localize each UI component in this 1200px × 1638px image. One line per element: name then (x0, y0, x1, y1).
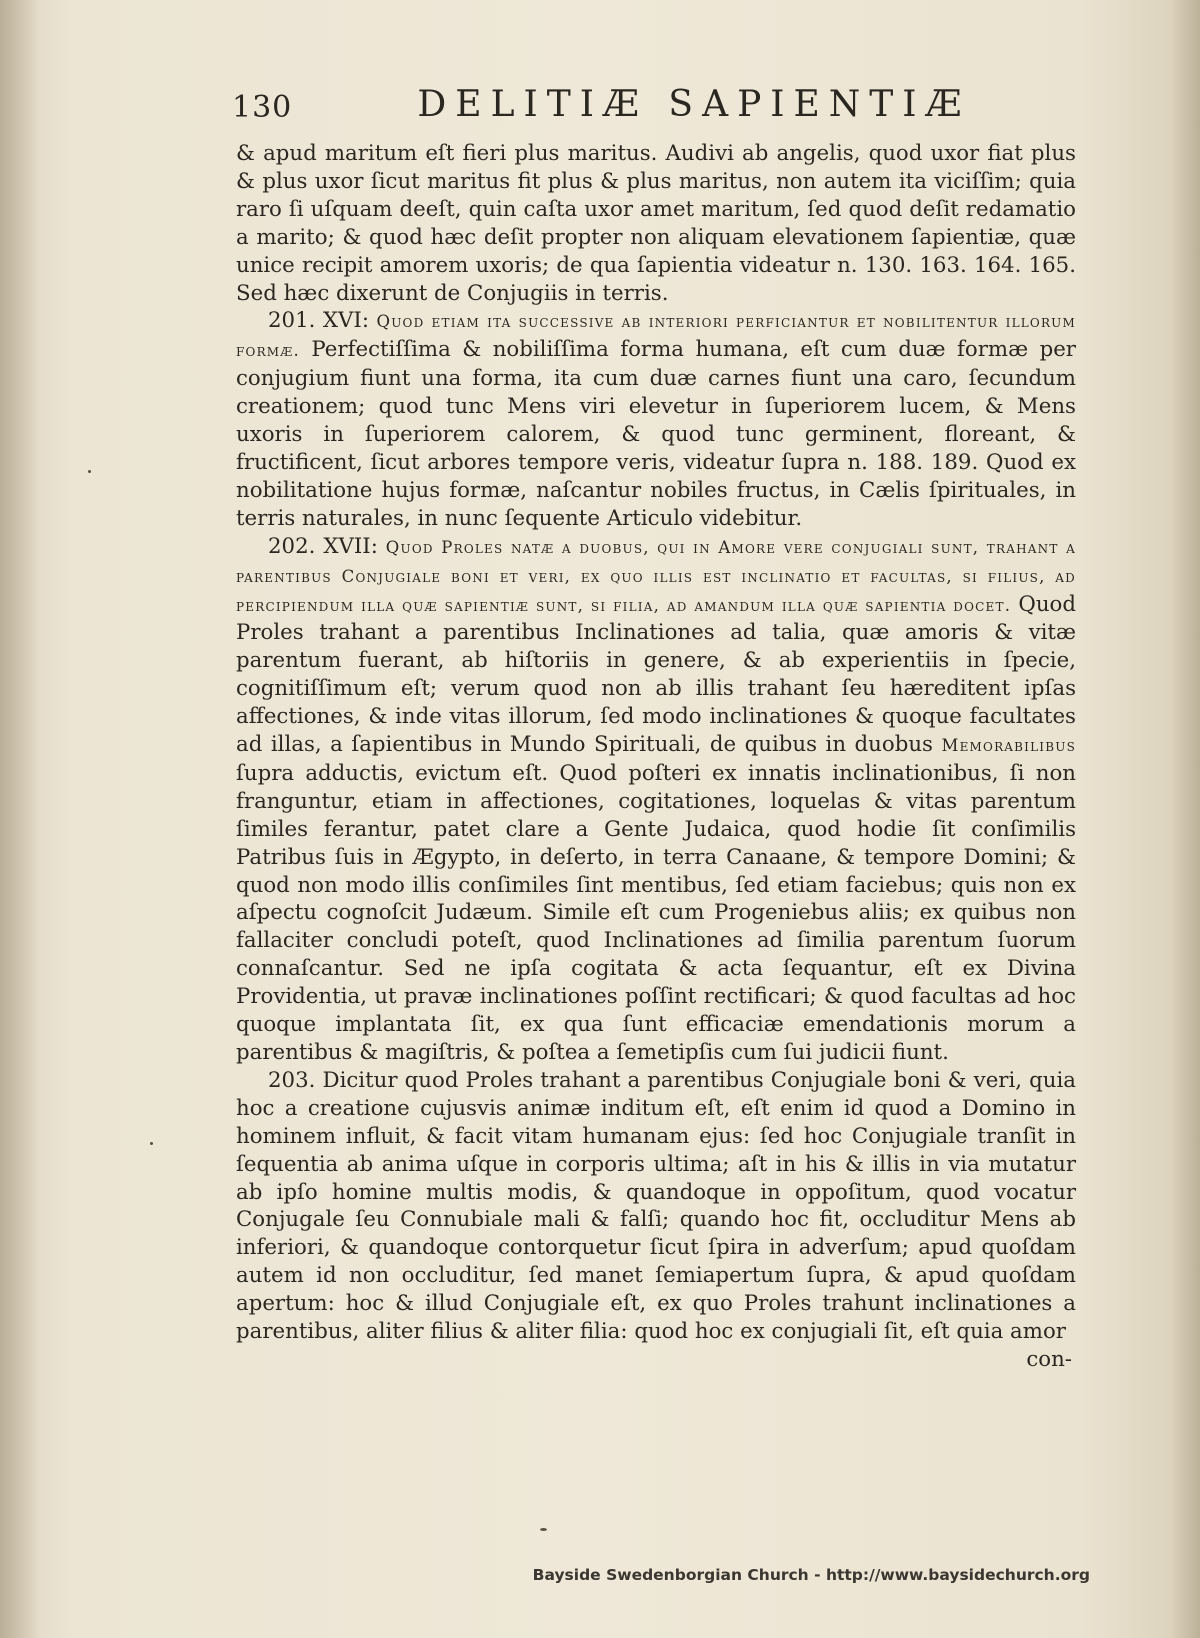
paragraph-body: ſupra adductis, evictum eſt. Quod poſteri ex innatis inclinationibus, ſi non franguntur, etiam in affectiones, cogitationes, loquelas & vitas parentum ſimiles ferantur, patet clare a Gente Judaica, quod hodie ſit conſimilis Patribus ſuis in Ægypto, in deſerto, in terra Canaane, & tempore Domini; & quod non modo illis conſimiles ſint mentibus, ſed etiam faciebus; quis non ex aſpectu cognoſcit Judæum. Simile eſt cum Progeniebus aliis; ex quibus non fallaciter concludi poteſt, quod Inclinationes ad ſimilia parentum ſuorum connaſcantur. Sed ne ipſa cogitata & acta ſequantur, eſt ex Divina Providentia, ut pravæ inclinationes poſſint rectificari; & quod facultas ad hoc quoque implantata ſit, ex qua ſunt efficaciæ emendationis morum a parentibus & magiſtris, & poſtea a ſemetipſis cum ſui judicii fiunt. (236, 760, 1076, 1065)
paragraph-201 (236, 307, 1076, 532)
page-header (224, 84, 1064, 132)
paragraph-203: 203. Dicitur quod Proles trahant a parentibus Conjugiale boni & veri, quia hoc a creatione cujusvis animæ inditum eſt, eſt enim id quod a Domino in hominem influit, & facit vitam humanam ejus: ſed hoc Conjugiale tranſit in ſequentia ab anima uſque in corporis ultima; aſt in his & illis in via mutatur ab ipſo homine multis modis, & quandoque in oppoſitum, quod vocatur Conjugale ſeu Connubiale mali & falſi; quando hoc fit, occluditur Mens ab inferiori, & quandoque contorquetur ſicut ſpira in adverſum; apud quoſdam autem id non occluditur, ſed manet ſemiapertum ſupra, & apud quoſdam apertum: hoc & illud Conjugiale eſt, ex quo Proles trahunt inclinationes a parentibus, aliter filius & aliter filia: quod hoc ex conjugiali ſit, eſt quia amor (236, 1067, 1076, 1345)
running-title: DELITIÆ SAPIENTIÆ (417, 84, 971, 125)
paragraph-body: Perfectiſſima & nobiliſſima forma humana, eſt cum duæ formæ per conjugium fiunt una forma, ita cum duæ carnes fiunt una caro, ſecundum creationem; quod tunc Mens viri elevetur in ſuperiorem lucem, & Mens uxoris in ſuperiorem calorem, & quod tunc germinent, floreant, & fructificent, ſicut arbores tempore veris, videatur ſupra n. 188. 189. Quod ex nobilitatione hujus formæ, naſcantur nobiles fructus, in Cælis ſpirituales, in terris naturales, in nunc ſequente Articulo videbitur. (236, 337, 1076, 531)
paragraph-body: Quod Proles trahant a parentibus Inclinationes ad talia, quæ amoris & vitæ parentum fuerant, ab hiſtoriis in genere, & ab experientiis in ſpecie, cognitiſſimum eſt; verum quod non ab illis trahant ſeu hæreditent ipſas affectiones, & inde vitas illorum, ſed modo inclinationes & quoque facultates ad illas, a ſapientibus in Mundo Spirituali, de quibus in duobus (236, 591, 1076, 758)
catchword: con- (1026, 1346, 1072, 1372)
paragraph-number: 201. XVI: (268, 308, 370, 334)
ink-speck (88, 470, 91, 473)
paragraph-heading: Quod Proles natæ a duobus, qui in Amore vere conjugiali sunt, trahant a parentibus Conjugiale boni et veri, ex quo illis est inclinatio et facultas, si filius, ad percipiendum illa quæ sapientiæ sunt, si filia, ad amandum illa quæ sapientia docet. (236, 537, 1077, 615)
page-edge-shadow (1170, 0, 1200, 1638)
small-caps-word: Memorabilibus (941, 736, 1076, 756)
paragraph-200-continuation: & apud maritum eſt fieri plus maritus. Audivi ab angelis, quod uxor fiat plus & plus uxor ſicut maritus fit plus & plus maritus, non autem ita viciſſim; quia raro ſi uſquam deeſt, quin caſta uxor amet maritum, ſed quod deſit redamatio a marito; & quod hæc deſit propter non aliquam elevationem ſapientiæ, quæ unice recipit amorem uxoris; de qua ſapientia videatur n. 130. 163. 164. 165. Sed hæc dixerunt de Conjugiis in terris. (236, 141, 1076, 306)
paragraph-202 (236, 533, 1076, 1067)
ink-speck (540, 1528, 547, 1531)
footer-credit: Bayside Swedenborgian Church - http://www.baysidechurch.org (532, 1566, 1090, 1584)
ink-speck (150, 1142, 153, 1145)
paragraph-number: 202. XVII: (268, 533, 378, 559)
spine-shadow (0, 0, 40, 1638)
paragraph-heading: Quod etiam ita successive ab interiori perficiantur et nobilitentur illorum formæ. (236, 312, 1076, 361)
page-number: 130 (232, 90, 293, 125)
body-text (236, 140, 1076, 1374)
